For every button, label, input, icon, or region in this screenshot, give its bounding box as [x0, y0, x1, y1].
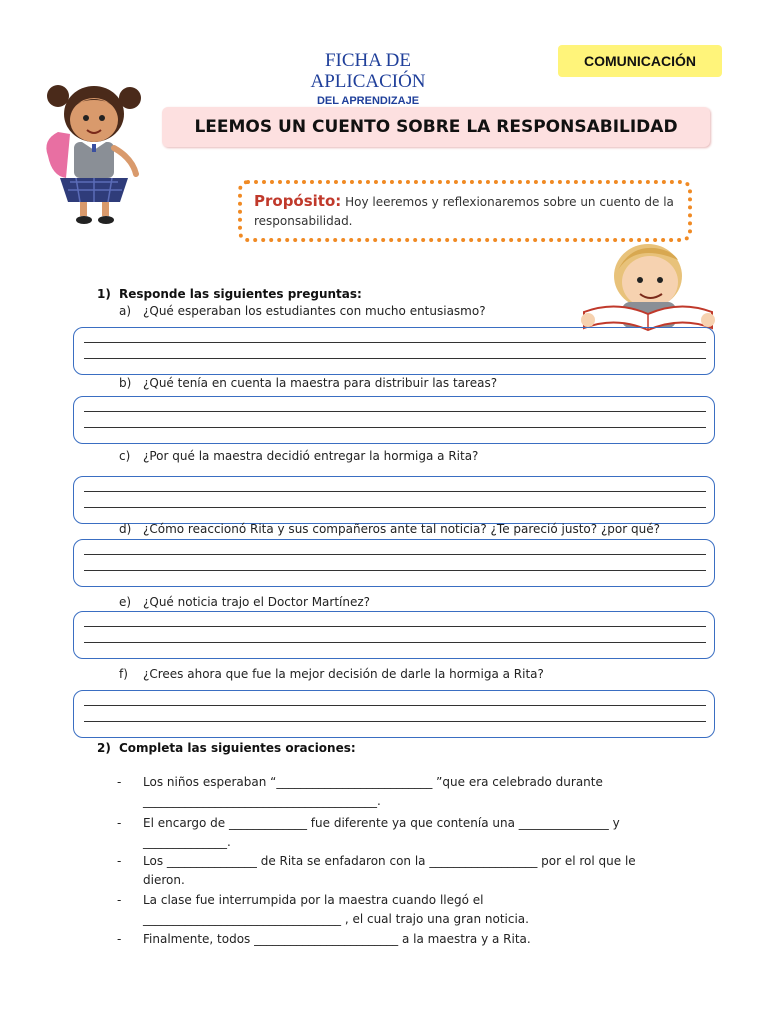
question-e-text: ¿Qué noticia trajo el Doctor Martínez?: [143, 595, 371, 609]
answer-box-e[interactable]: [73, 611, 715, 659]
purpose-label: Propósito: [254, 192, 336, 210]
ficha-title-line1: FICHA DE: [324, 50, 412, 71]
bullet-2: -: [117, 816, 122, 830]
sentence-3[interactable]: [143, 852, 723, 890]
sentence-2-line1: El encargo de _____________ fue diferente ya que contenía una _______________ y: [143, 816, 620, 830]
worksheet-title: LEEMOS UN CUENTO SOBRE LA RESPONSABILIDAD: [162, 107, 710, 147]
answer-box-f[interactable]: [73, 690, 715, 738]
bullet-4: -: [117, 893, 122, 907]
answer-box-c[interactable]: [73, 476, 715, 524]
answer-box-b[interactable]: [73, 396, 715, 444]
ficha-title-line2: APLICACIÓN: [310, 71, 426, 92]
question-b-letter: b): [119, 376, 132, 390]
sentence-3-line1: Los _______________ de Rita se enfadaron con la __________________ por el rol que le: [143, 854, 636, 868]
sentence-5[interactable]: [143, 930, 723, 949]
bullet-1: -: [117, 775, 122, 789]
question-f-text: ¿Crees ahora que fue la mejor decisión de darle la hormiga a Rita?: [143, 667, 544, 681]
purpose-text: Hoy leeremos y reflexionaremos sobre un cuento de la responsabilidad.: [254, 195, 674, 228]
bullet-5: -: [117, 932, 122, 946]
answer-box-d[interactable]: [73, 539, 715, 587]
question-c-letter: c): [119, 449, 131, 463]
sentence-1[interactable]: [143, 773, 723, 811]
question-a-text: ¿Qué esperaban los estudiantes con mucho entusiasmo?: [143, 304, 486, 318]
sentence-4-line2: _________________________________ , el cual trajo una gran noticia.: [143, 912, 529, 926]
question-f-letter: f): [119, 667, 128, 681]
boy-reading-illustration: [576, 240, 718, 332]
bullet-3: -: [117, 854, 122, 868]
ficha-subtitle: DEL APRENDIZAJE: [316, 95, 420, 107]
sentence-4[interactable]: [143, 891, 723, 929]
question-d-text: ¿Cómo reaccionó Rita y sus compañeros ante tal noticia? ¿Te pareció justo? ¿por qué?: [143, 522, 660, 536]
answer-box-a[interactable]: [73, 327, 715, 375]
question-a-letter: a): [119, 304, 132, 318]
question-c-text: ¿Por qué la maestra decidió entregar la hormiga a Rita?: [143, 449, 479, 463]
question-e-letter: e): [119, 595, 132, 609]
question-b-text: ¿Qué tenía en cuenta la maestra para distribuir las tareas?: [143, 376, 498, 390]
sentence-3-line2: dieron.: [143, 873, 185, 887]
section1-number: 1): [97, 287, 111, 301]
sentence-1-line1: Los niños esperaban “__________________________ ”que era celebrado durante: [143, 775, 603, 789]
sentence-4-line1: La clase fue interrumpida por la maestra cuando llegó el: [143, 893, 484, 907]
schoolgirl-illustration: [40, 78, 148, 228]
section2-number: 2): [97, 741, 111, 755]
section2-heading: Completa las siguientes oraciones:: [119, 741, 356, 755]
section1-heading: Responde las siguientes preguntas:: [119, 287, 362, 301]
sentence-5-line1: Finalmente, todos ________________________ a la maestra y a Rita.: [143, 932, 531, 946]
question-d-letter: d): [119, 522, 132, 536]
sentence-2-line2: ______________.: [143, 835, 231, 849]
purpose-box: [238, 180, 692, 242]
sentence-1-line2: _______________________________________.: [143, 794, 381, 808]
purpose-colon: :: [335, 192, 342, 210]
sentence-2[interactable]: [143, 814, 723, 852]
area-badge: COMUNICACIÓN: [558, 45, 722, 77]
